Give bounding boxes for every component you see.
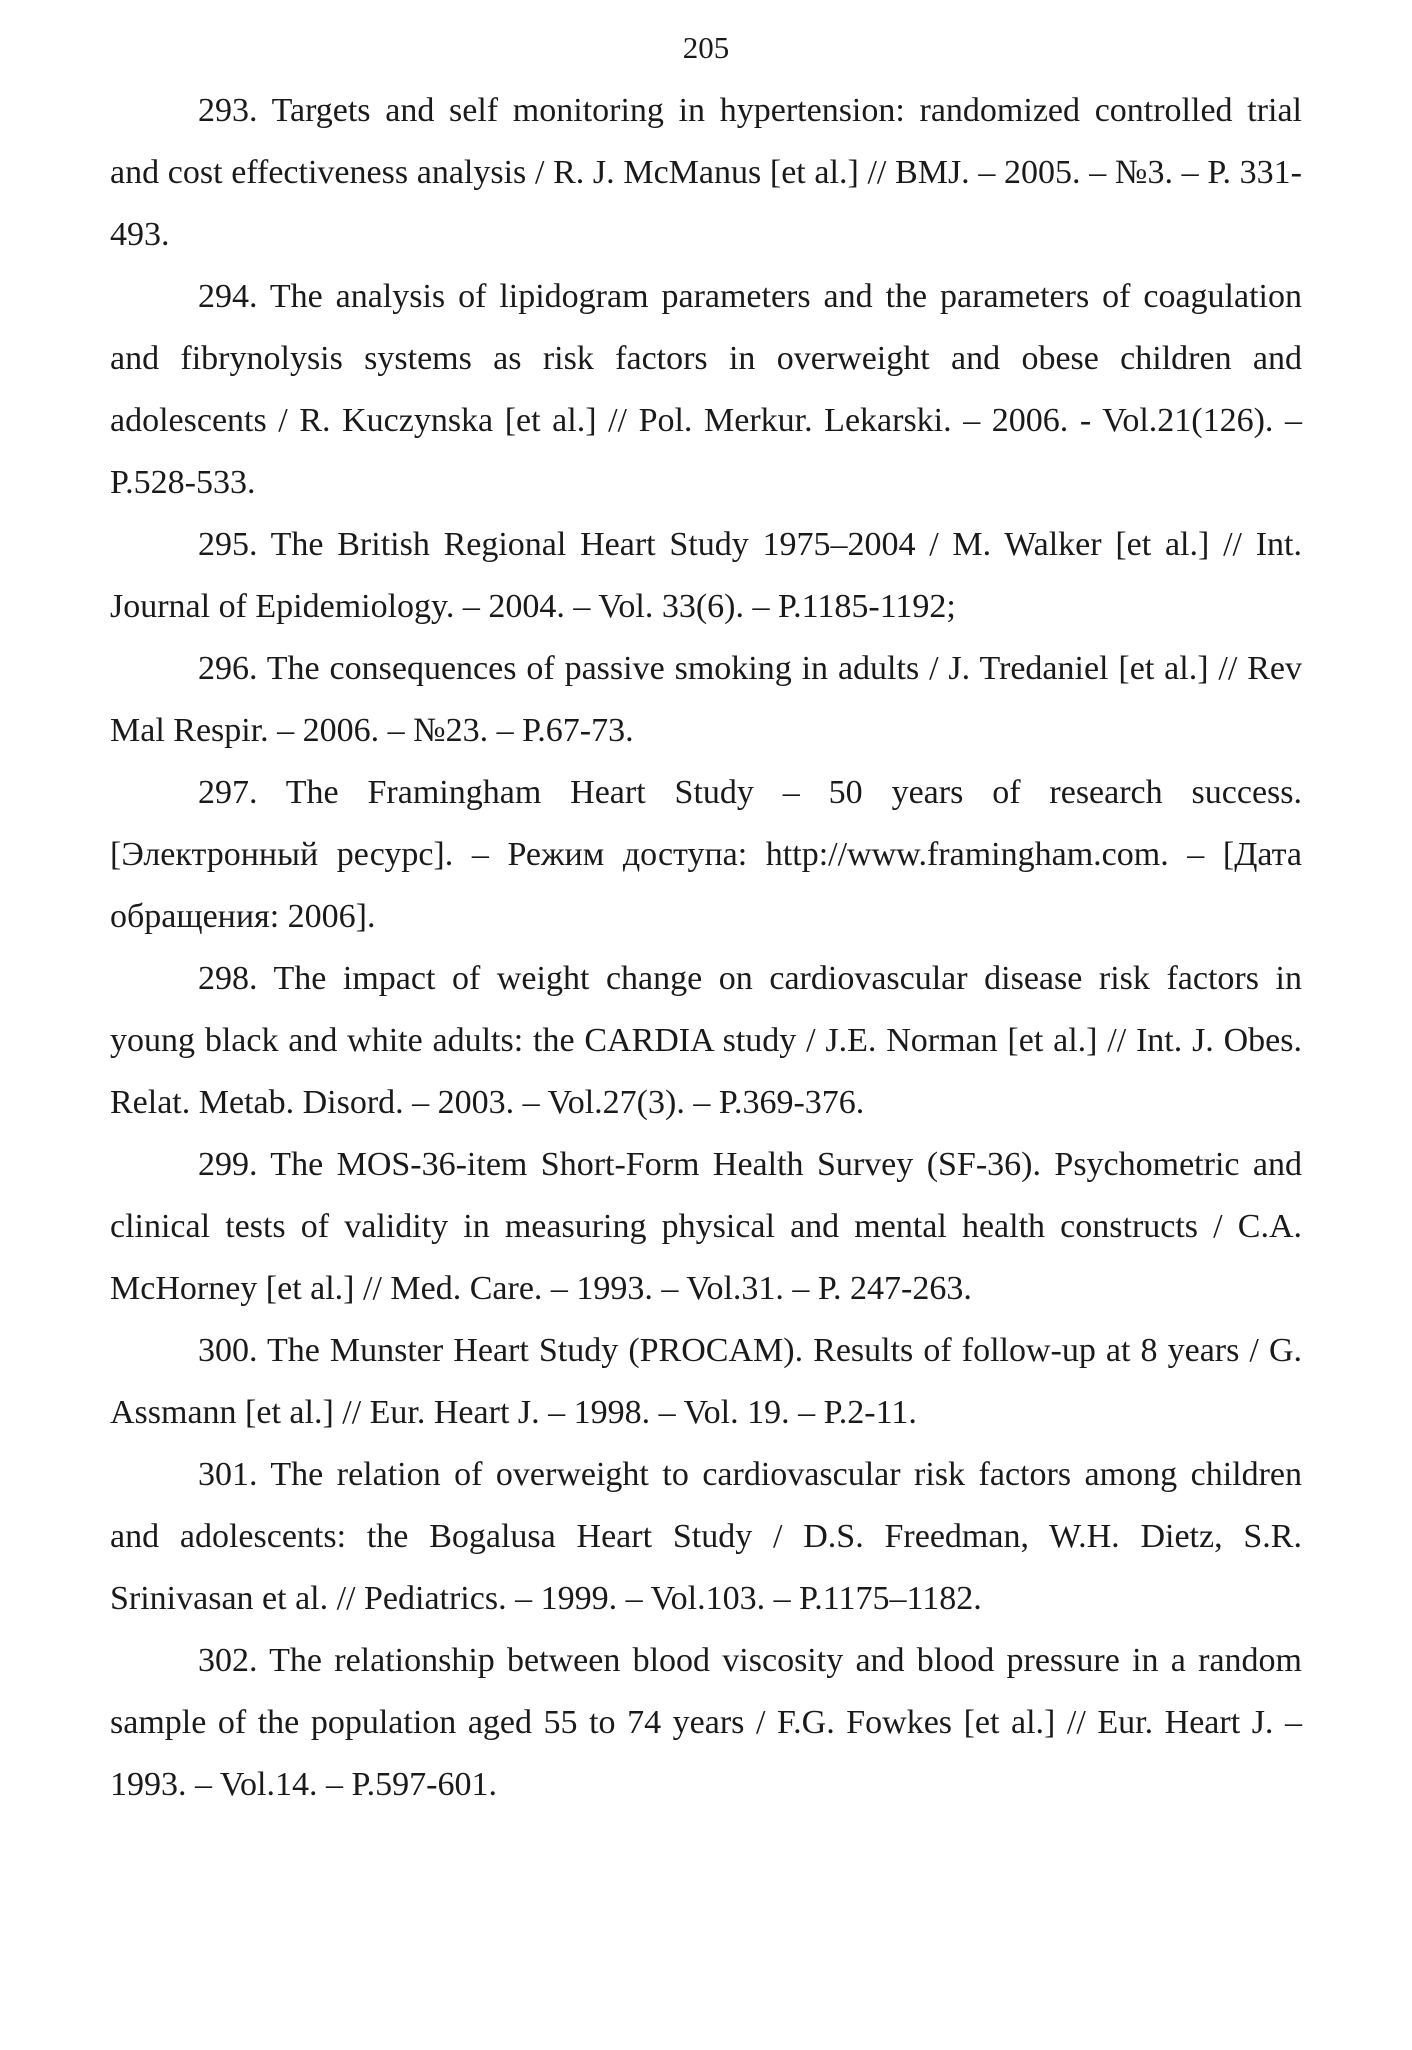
reference-299: 299. The MOS-36-item Short-Form Health Survey (SF-36). Psychometric and clinical tests of validity in measuring physical and mental health constructs / C.A. McHorney [et al.] // Med. Care. – 1993. – Vol.31. – P. 247-263. — [110, 1146, 1302, 1307]
reference-298: 298. The impact of weight change on cardiovascular disease risk factors in young black and white adults: the CARDIA study / J.E. Norman [et al.] // Int. J. Obes. Relat. Metab. Disord. – 2003. – Vol.27(3). – P.369-376. — [110, 960, 1302, 1121]
reference-302: 302. The relationship between blood viscosity and blood pressure in a random sample of the population aged 55 to 74 years / F.G. Fowkes [et al.] // Eur. Heart J. – 1993. – Vol.14. – P.597-601. — [110, 1642, 1302, 1803]
reference-294: 294. The analysis of lipidogram parameters and the parameters of coagulation and fibrynolysis systems as risk factors in overweight and obese children and adolescents / R. Kuczynska [et al.] // Pol. Merkur. Lekarski. – 2006. - Vol.21(126). – P.528-533. — [110, 278, 1302, 501]
reference-301: 301. The relation of overweight to cardiovascular risk factors among children and adolescents: the Bogalusa Heart Study / D.S. Freedman, W.H. Dietz, S.R. Srinivasan et al. // Pediatrics. – 1999. – Vol.103. – P.1175–1182. — [110, 1456, 1302, 1617]
reference-296: 296. The consequences of passive smoking in adults / J. Tredaniel [et al.] // Rev Mal Respir. – 2006. – №23. – P.67-73. — [110, 650, 1302, 749]
reference-list — [110, 80, 1302, 1816]
reference-297: 297. The Framingham Heart Study – 50 years of research success. [Электронный ресурс]. – Режим доступа: http://www.framingham.com. – [Дата обращения: 2006]. — [110, 774, 1302, 935]
reference-293: 293. Targets and self monitoring in hypertension: randomized controlled trial and cost effectiveness analysis / R. J. McManus [et al.] // BMJ. – 2005. – №3. – P. 331-493. — [110, 92, 1302, 253]
page-number: 205 — [682, 30, 730, 65]
reference-295: 295. The British Regional Heart Study 1975–2004 / M. Walker [et al.] // Int. Journal of Epidemiology. – 2004. – Vol. 33(6). – P.1185-1192; — [110, 526, 1302, 625]
reference-300: 300. The Munster Heart Study (PROCAM). Results of follow-up at 8 years / G. Assmann [et al.] // Eur. Heart J. – 1998. – Vol. 19. – P.2-11. — [110, 1332, 1302, 1431]
